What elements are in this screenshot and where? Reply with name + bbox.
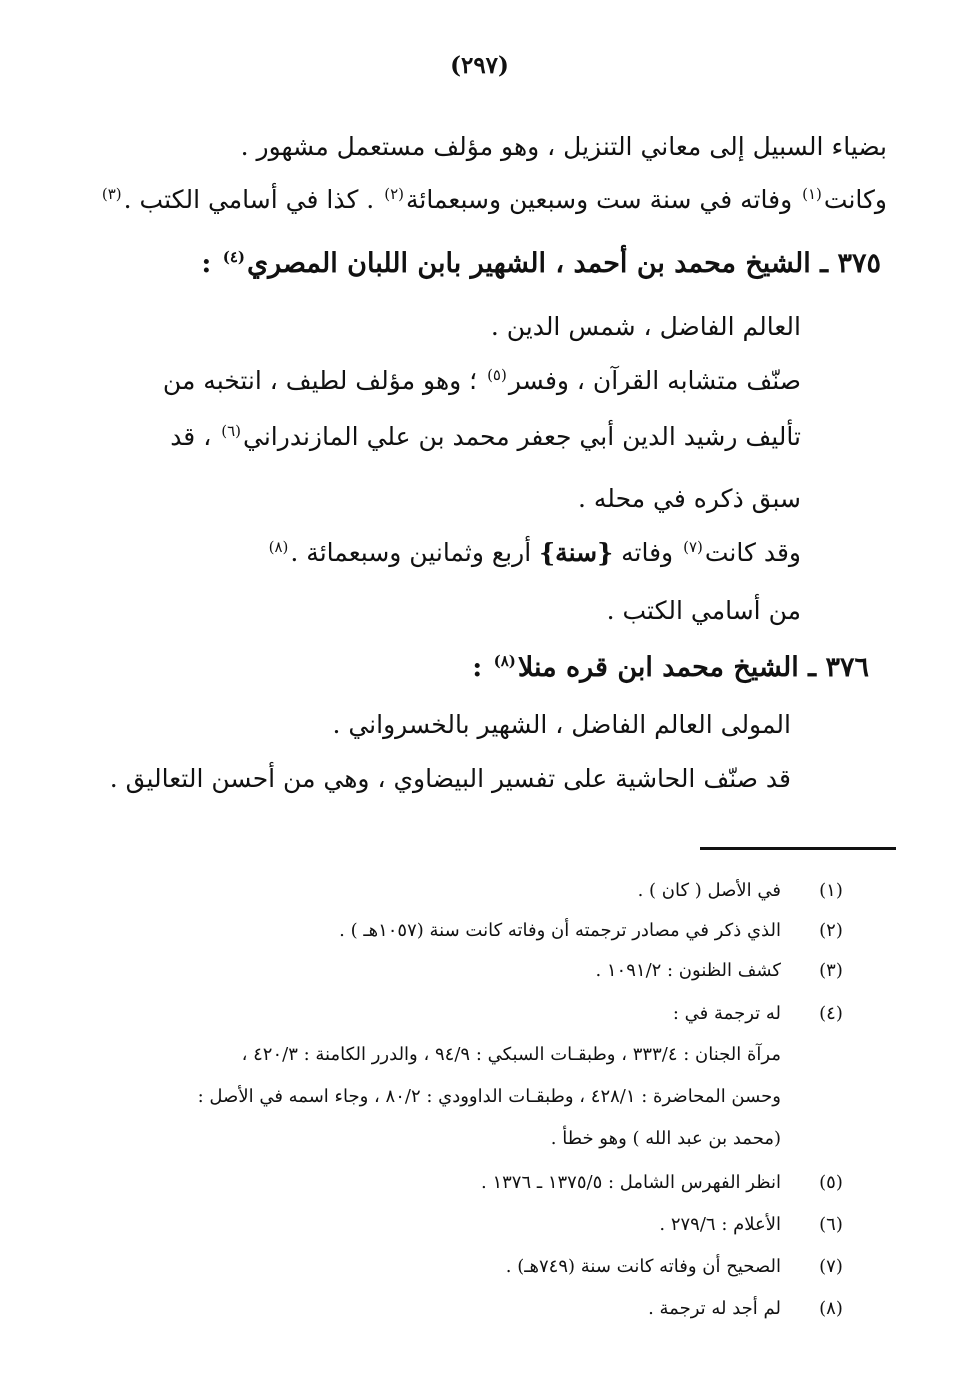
body-text: من أسامي الكتب . bbox=[606, 596, 801, 625]
footnote-ref-1[interactable]: (١) bbox=[802, 184, 822, 203]
body-text: وقد كانت bbox=[704, 538, 801, 567]
entry-375-line-2 bbox=[163, 366, 801, 395]
entry-376-line-2 bbox=[110, 764, 791, 793]
footnote-label: (٧) bbox=[819, 1256, 843, 1277]
footnote-separator bbox=[700, 847, 896, 850]
body-text: ، قد bbox=[170, 422, 212, 451]
body-text: أربع وثمانين وسبعمائة . bbox=[290, 538, 532, 567]
body-text: المولى العالم الفاضل ، الشهير بالخسرواني . bbox=[332, 710, 791, 739]
entry-375-line-6 bbox=[607, 596, 801, 625]
body-line-1 bbox=[241, 132, 887, 161]
body-text: بضياء السبيل إلى معاني التنزيل ، وهو مؤلف مستعمل مشهور . bbox=[240, 132, 887, 161]
entry-375-heading bbox=[201, 248, 881, 279]
footnote-label: (٤) bbox=[819, 1003, 843, 1024]
body-text: ؛ وهو مؤلف لطيف ، انتخبه من bbox=[162, 366, 478, 395]
entry-376-heading bbox=[472, 652, 869, 683]
footnote-text: كشف الظنون : ١٠٩١/٢ . bbox=[595, 960, 781, 981]
footnote-ref-5[interactable]: (٥) bbox=[487, 365, 507, 384]
footnote-label: (٨) bbox=[819, 1298, 843, 1319]
heading-colon: : bbox=[472, 652, 483, 683]
footnote-continuation: مرآة الجنان : ٣٣٣/٤ ، وطبقـات السبكي : ٩٤/٩ ، والدرر الكامنة : ٤٢٠/٣ ، bbox=[241, 1044, 781, 1065]
body-text: قد صنّف الحاشية على تفسير البيضاوي ، وهي من أحسن التعاليق . bbox=[109, 764, 791, 793]
footnote-label: (٢) bbox=[819, 920, 843, 941]
footnote-ref-3[interactable]: (٣) bbox=[101, 184, 122, 203]
page-number: (٢٩٧) bbox=[450, 52, 509, 79]
footnote-label: (٦) bbox=[819, 1214, 843, 1235]
footnote-text: في الأصل ( كان ) . bbox=[637, 880, 781, 901]
entry-375-line-4 bbox=[578, 484, 801, 513]
footnote-continuation: وحسن المحاضرة : ٤٢٨/١ ، وطبقـات الداوودي : ٨٠/٢ ، وجاء اسمه في الأصل : bbox=[197, 1086, 781, 1107]
footnote-text: الصحيح أن وفاته كانت سنة (٧٤٩هـ) . bbox=[505, 1256, 781, 1277]
footnote-ref-4[interactable]: (٤) bbox=[222, 248, 245, 266]
footnote-label: (٣) bbox=[819, 960, 843, 981]
entry-376-line-1 bbox=[332, 710, 791, 739]
footnote-text: لم أجد له ترجمة . bbox=[648, 1298, 781, 1319]
body-text: سبق ذكره في محله . bbox=[578, 484, 801, 513]
body-text: صنّف متشابه القرآن ، وفسر bbox=[508, 366, 801, 395]
entry-375-line-5 bbox=[267, 538, 801, 567]
footnote-ref-8b[interactable]: (٨) bbox=[493, 652, 516, 670]
body-text: تأليف رشيد الدين أبي جعفر محمد بن علي المازندراني bbox=[243, 422, 801, 451]
entry-375-line-3 bbox=[170, 422, 801, 451]
body-text: . كذا في أسامي الكتب . bbox=[123, 185, 375, 214]
footnote-ref-2[interactable]: (٢) bbox=[384, 184, 404, 203]
editorial-bracket: {سنة} bbox=[539, 538, 614, 567]
footnote-ref-6[interactable]: (٦) bbox=[221, 421, 242, 440]
footnote-label: (٥) bbox=[819, 1172, 843, 1193]
body-text: وفاته في سنة ست وسبعين وسبعمائة bbox=[405, 185, 793, 214]
body-text: العالم الفاضل ، شمس الدين . bbox=[490, 312, 801, 341]
footnote-label: (١) bbox=[819, 880, 843, 901]
footnote-text: انظر الفهرس الشامل : ١٣٧٥/٥ ـ ١٣٧٦ . bbox=[480, 1172, 781, 1193]
footnote-continuation: (محمد بن عبد الله ) وهو خطأ . bbox=[550, 1128, 781, 1149]
footnote-text: له ترجمة في : bbox=[672, 1003, 781, 1024]
footnote-ref-8[interactable]: (٨) bbox=[268, 537, 289, 556]
body-text: وفاته bbox=[621, 538, 674, 567]
footnote-text: الأعلام : ٢٧٩/٦ . bbox=[659, 1214, 781, 1235]
footnote-ref-7[interactable]: (٧) bbox=[683, 537, 703, 556]
body-line-2 bbox=[100, 185, 887, 214]
entry-375-line-1 bbox=[491, 312, 801, 341]
body-text: وكانت bbox=[823, 185, 887, 214]
entry-heading-text: ٣٧٥ ـ الشيخ محمد بن أحمد ، الشهير بابن اللبان المصري bbox=[246, 248, 881, 279]
footnote-text: الذي ذكر في مصادر ترجمته أن وفاته كانت سنة (١٠٥٧هـ ) . bbox=[339, 920, 781, 941]
entry-heading-text: ٣٧٦ ـ الشيخ محمد ابن قره منلا bbox=[517, 652, 869, 683]
heading-colon: : bbox=[201, 248, 212, 279]
